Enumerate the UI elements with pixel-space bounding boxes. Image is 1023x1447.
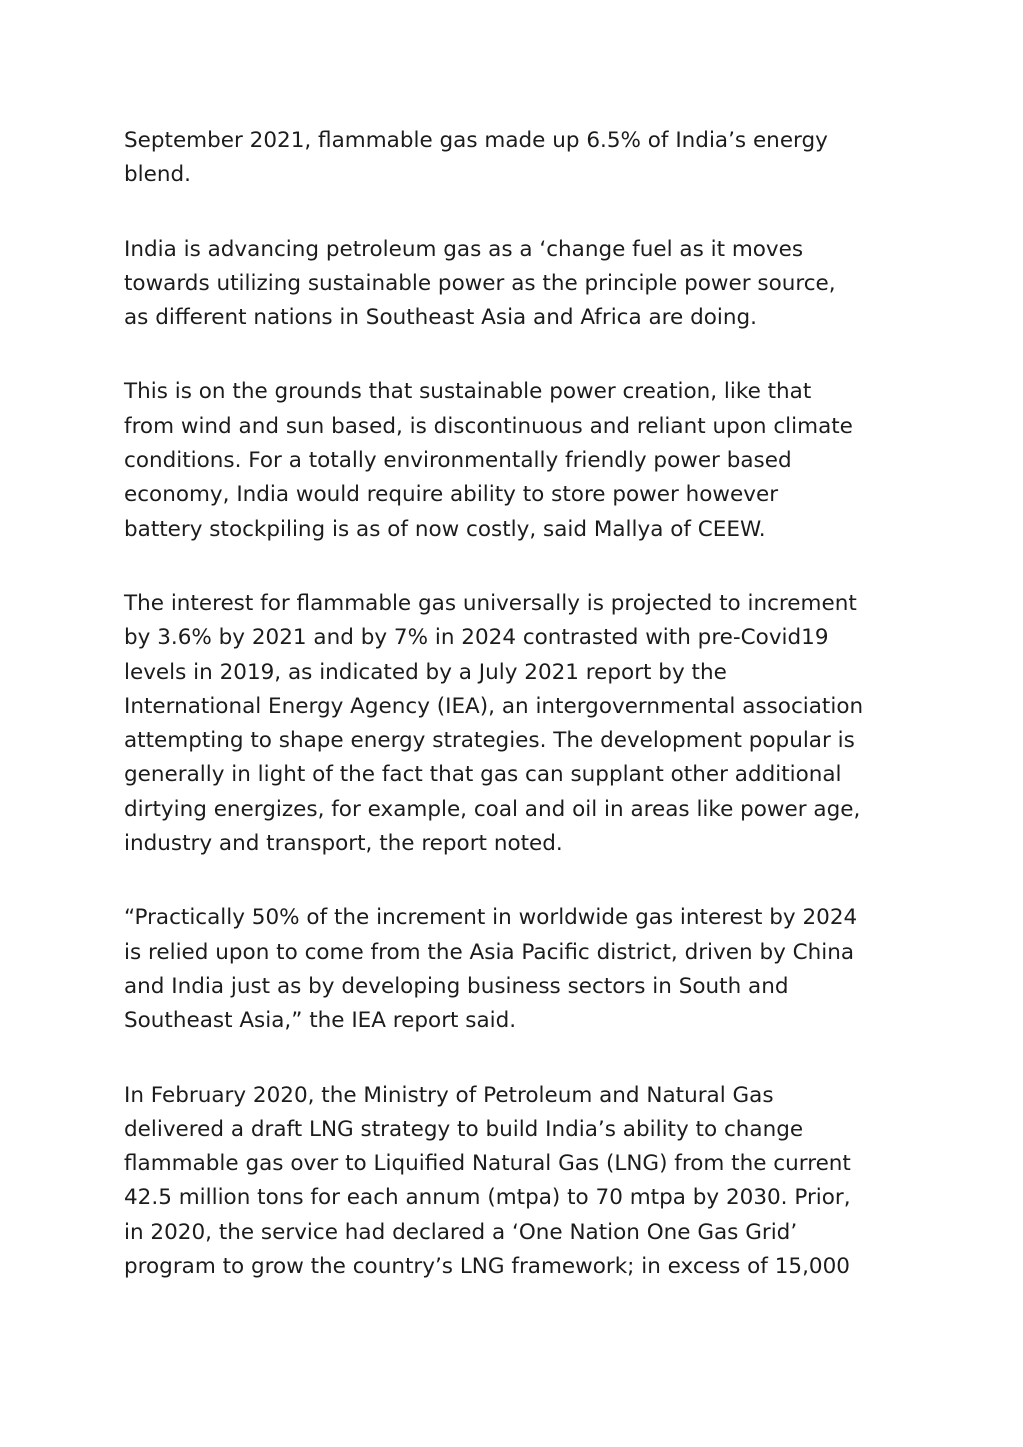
text-line: in 2020, the service had declared a ‘One Nation One Gas Grid’ xyxy=(124,1219,798,1245)
text-line: program to grow the country’s LNG framework; in excess of 15,000 xyxy=(124,1254,850,1280)
text-line: industry and transport, the report noted. xyxy=(124,831,563,857)
text-line: International Energy Agency (IEA), an intergovernmental association xyxy=(124,693,864,719)
text-line: from wind and sun based, is discontinuous and reliant upon climate xyxy=(124,413,853,439)
text-line: conditions. For a totally environmentally friendly power based xyxy=(124,448,792,474)
paragraph-1 xyxy=(124,124,904,193)
paragraph-2 xyxy=(124,233,904,336)
text-line: blend. xyxy=(124,162,191,188)
text-line: This is on the grounds that sustainable power creation, like that xyxy=(124,379,812,405)
text-line: battery stockpiling is as of now costly, said Mallya of CEEW. xyxy=(124,516,766,542)
text-line: economy, India would require ability to store power however xyxy=(124,482,779,508)
text-line: by 3.6% by 2021 and by 7% in 2024 contrasted with pre-Covid19 xyxy=(124,625,829,651)
text-line: India is advancing petroleum gas as a ‘change fuel as it moves xyxy=(124,236,804,262)
text-line: The interest for flammable gas universally is projected to increment xyxy=(124,590,857,616)
text-line: 42.5 million tons for each annum (mtpa) to 70 mtpa by 2030. Prior, xyxy=(124,1185,851,1211)
text-line: is relied upon to come from the Asia Pacific district, driven by China xyxy=(124,939,855,965)
text-line: “Practically 50% of the increment in worldwide gas interest by 2024 xyxy=(124,905,858,931)
text-line: September 2021, flammable gas made up 6.5% of India’s energy xyxy=(124,128,828,153)
text-line: delivered a draft LNG strategy to build India’s ability to change xyxy=(124,1116,804,1142)
text-line: towards utilizing sustainable power as the principle power source, xyxy=(124,270,836,296)
text-line: In February 2020, the Ministry of Petroleum and Natural Gas xyxy=(124,1082,774,1108)
paragraph-4 xyxy=(124,587,904,861)
paragraph-6 xyxy=(124,1079,904,1285)
text-line: flammable gas over to Liquified Natural Gas (LNG) from the current xyxy=(124,1151,851,1177)
text-line: as different nations in Southeast Asia and Africa are doing. xyxy=(124,305,757,331)
paragraph-5 xyxy=(124,901,904,1038)
text-line: attempting to shape energy strategies. The development popular is xyxy=(124,728,855,754)
document-body xyxy=(124,124,904,1324)
text-line: generally in light of the fact that gas can supplant other additional xyxy=(124,762,842,788)
text-line: and India just as by developing business sectors in South and xyxy=(124,973,789,999)
text-line: dirtying energizes, for example, coal and oil in areas like power age, xyxy=(124,796,861,822)
text-line: levels in 2019, as indicated by a July 2021 report by the xyxy=(124,659,727,685)
text-line: Southeast Asia,” the IEA report said. xyxy=(124,1008,517,1034)
paragraph-3 xyxy=(124,375,904,546)
